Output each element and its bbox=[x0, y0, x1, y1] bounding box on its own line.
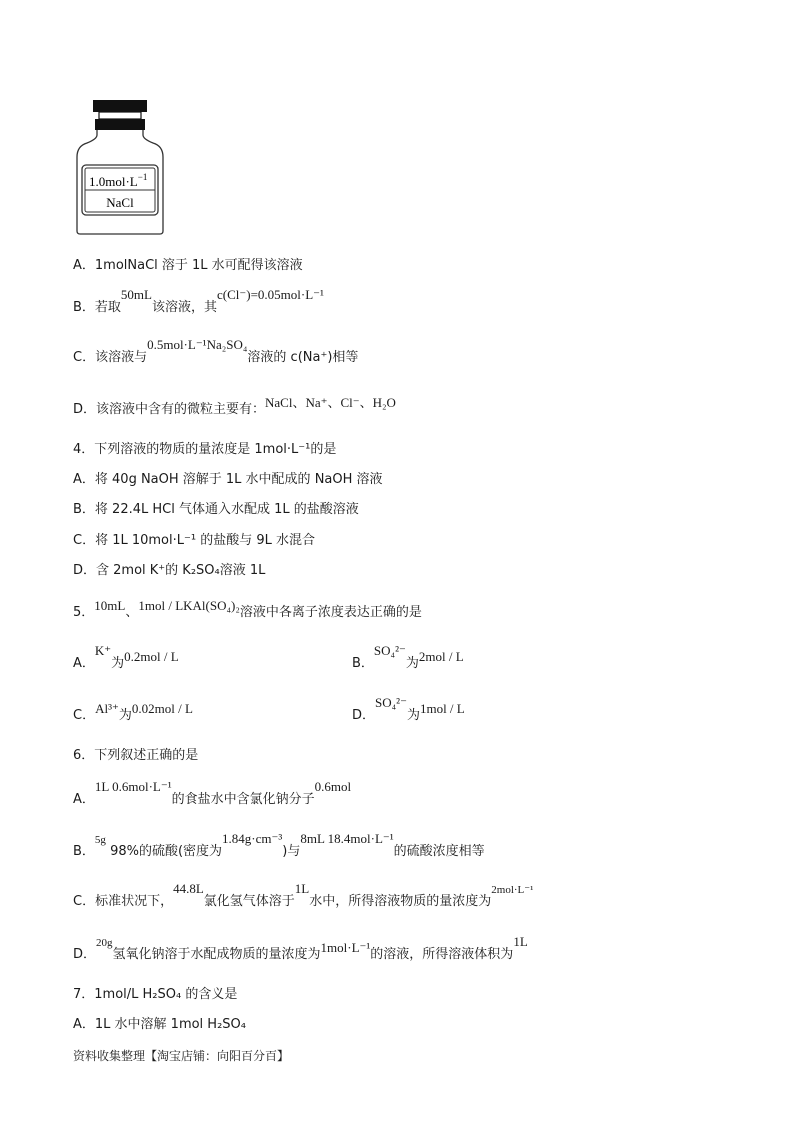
q5-d-label: D． bbox=[352, 708, 376, 723]
q5-d-wei: 为 bbox=[406, 708, 420, 723]
q6-b-middle1: 98%的硫酸(密度为 bbox=[110, 844, 223, 859]
q3-b-prefix: B．若取 bbox=[73, 300, 121, 315]
q6-stem: 6．下列叙述正确的是 bbox=[73, 748, 199, 763]
q5-a-wei: 为 bbox=[111, 656, 125, 671]
q6-c-water-volume: 1L bbox=[294, 881, 310, 896]
q6-b-suffix: 的硫酸浓度相等 bbox=[393, 844, 485, 859]
q3-option-b bbox=[73, 287, 324, 317]
q4-option-c: C．将 1L 10mol·L⁻¹ 的盐酸与 9L 水混合 bbox=[73, 533, 315, 548]
q3-option-d bbox=[73, 395, 396, 419]
q5-stem bbox=[73, 598, 422, 622]
q5-c-ion: Al³⁺ bbox=[95, 701, 119, 716]
q6-a-solution: 1L 0.6mol·L⁻¹ bbox=[94, 779, 172, 794]
q5-separator: 、 bbox=[125, 605, 139, 620]
q5-a-label: A． bbox=[73, 656, 95, 671]
q5-b-label: B． bbox=[352, 656, 374, 671]
q6-d-mass: 20g bbox=[96, 937, 113, 949]
q6-c-concentration: 2mol·L⁻¹ bbox=[491, 884, 534, 896]
q7-stem: 7．1mol/L H₂SO₄ 的含义是 bbox=[73, 987, 238, 1002]
q5-number: 5． bbox=[73, 605, 95, 620]
q6-d-middle1: 氢氧化钠溶于水配成物质的量浓度为 bbox=[112, 947, 321, 962]
q6-b-label: B． bbox=[73, 844, 95, 859]
q6-a-amount: 0.6mol bbox=[314, 779, 352, 794]
q7-option-a: A．1L 水中溶解 1mol H₂SO₄ bbox=[73, 1017, 246, 1032]
q4-option-b: B．将 22.4L HCl 气体通入水配成 1L 的盐酸溶液 bbox=[73, 502, 359, 517]
q6-option-d bbox=[73, 934, 528, 964]
reagent-bottle-figure bbox=[75, 97, 165, 237]
q6-c-volume: 44.8L bbox=[173, 881, 204, 896]
q6-option-b bbox=[73, 831, 485, 861]
q3-c-suffix: 溶液的 c(Na⁺)相等 bbox=[247, 350, 359, 365]
q6-c-middle2: 水中，所得溶液物质的量浓度为 bbox=[309, 894, 492, 909]
q6-option-a bbox=[73, 779, 352, 809]
q3-option-c bbox=[73, 337, 359, 367]
bottle-label-concentration: $1.0mol\cdot L^{-1}$ bbox=[89, 172, 148, 189]
q5-b-value: 2mol / L bbox=[418, 649, 464, 664]
q4-option-a: A．将 40g NaOH 溶解于 1L 水中配成的 NaOH 溶液 bbox=[73, 472, 383, 487]
q3-c-formula: 0.5mol·L⁻¹Na₂SO₄ bbox=[147, 337, 248, 352]
q5-d-ion: SO₄²⁻ bbox=[375, 695, 407, 710]
q5-option-a bbox=[73, 643, 179, 673]
q6-c-label: C．标准状况下， bbox=[73, 894, 174, 909]
q5-c-wei: 为 bbox=[118, 708, 132, 723]
q6-d-label: D． bbox=[73, 947, 97, 962]
q5-c-label: C． bbox=[73, 708, 96, 723]
bottle-cap-bottom bbox=[95, 119, 145, 130]
q3-b-volume: 50mL bbox=[120, 287, 152, 302]
q6-b-middle2: )与 bbox=[282, 844, 301, 859]
bottle-label-solute: NaCl bbox=[106, 195, 134, 210]
q3-b-middle: 该溶液，其 bbox=[151, 300, 217, 315]
q5-option-c bbox=[73, 701, 193, 725]
q6-b-density: 1.84g·cm⁻³ bbox=[222, 831, 283, 846]
q6-a-label: A． bbox=[73, 792, 95, 807]
q5-c-value: 0.02mol / L bbox=[131, 701, 193, 716]
q5-d-value: 1mol / L bbox=[419, 701, 465, 716]
q5-b-ion: SO₄²⁻ bbox=[373, 643, 406, 658]
q6-c-middle1: 氯化氢气体溶于 bbox=[203, 894, 295, 909]
q3-d-prefix: D．该溶液中含有的微粒主要有： bbox=[73, 402, 266, 417]
q3-d-particles: NaCl、Na⁺、Cl⁻、H₂O bbox=[265, 395, 396, 410]
q5-solution: 1mol / LKAl(SO₄)₂ bbox=[138, 598, 240, 613]
q5-stem-suffix: 溶液中各离子浓度表达正确的是 bbox=[239, 605, 422, 620]
bottle-cap-top bbox=[93, 100, 147, 112]
q3-c-prefix: C．该溶液与 bbox=[73, 350, 148, 365]
q6-d-concentration: 1mol·L⁻¹ bbox=[320, 940, 371, 955]
q6-b-concentration: 8mL 18.4mol·L⁻¹ bbox=[300, 831, 394, 846]
q5-a-value: 0.2mol / L bbox=[124, 649, 179, 664]
q5-a-ion: K⁺ bbox=[94, 643, 112, 658]
bottle-cap-ring bbox=[99, 112, 141, 119]
q5-volume: 10mL bbox=[94, 598, 126, 613]
q4-option-d: D．含 2mol K⁺的 K₂SO₄溶液 1L bbox=[73, 563, 266, 578]
q3-b-concentration: c(Cl⁻)=0.05mol·L⁻¹ bbox=[217, 287, 324, 302]
q5-option-d bbox=[352, 695, 465, 725]
q5-b-wei: 为 bbox=[405, 656, 419, 671]
q4-stem: 4．下列溶液的物质的量浓度是 1mol·L⁻¹的是 bbox=[73, 442, 337, 457]
q6-d-volume: 1L bbox=[513, 934, 528, 949]
q3-option-a: A．1molNaCl 溶于 1L 水可配得该溶液 bbox=[73, 258, 303, 273]
q6-a-middle: 的食盐水中含氯化钠分子 bbox=[171, 792, 315, 807]
q5-option-b bbox=[352, 643, 464, 673]
footer-source: 资料收集整理【淘宝店铺：向阳百分百】 bbox=[73, 1049, 290, 1063]
q6-d-middle2: 的溶液，所得溶液体积为 bbox=[370, 947, 514, 962]
q6-b-mass: 5g bbox=[94, 834, 106, 846]
